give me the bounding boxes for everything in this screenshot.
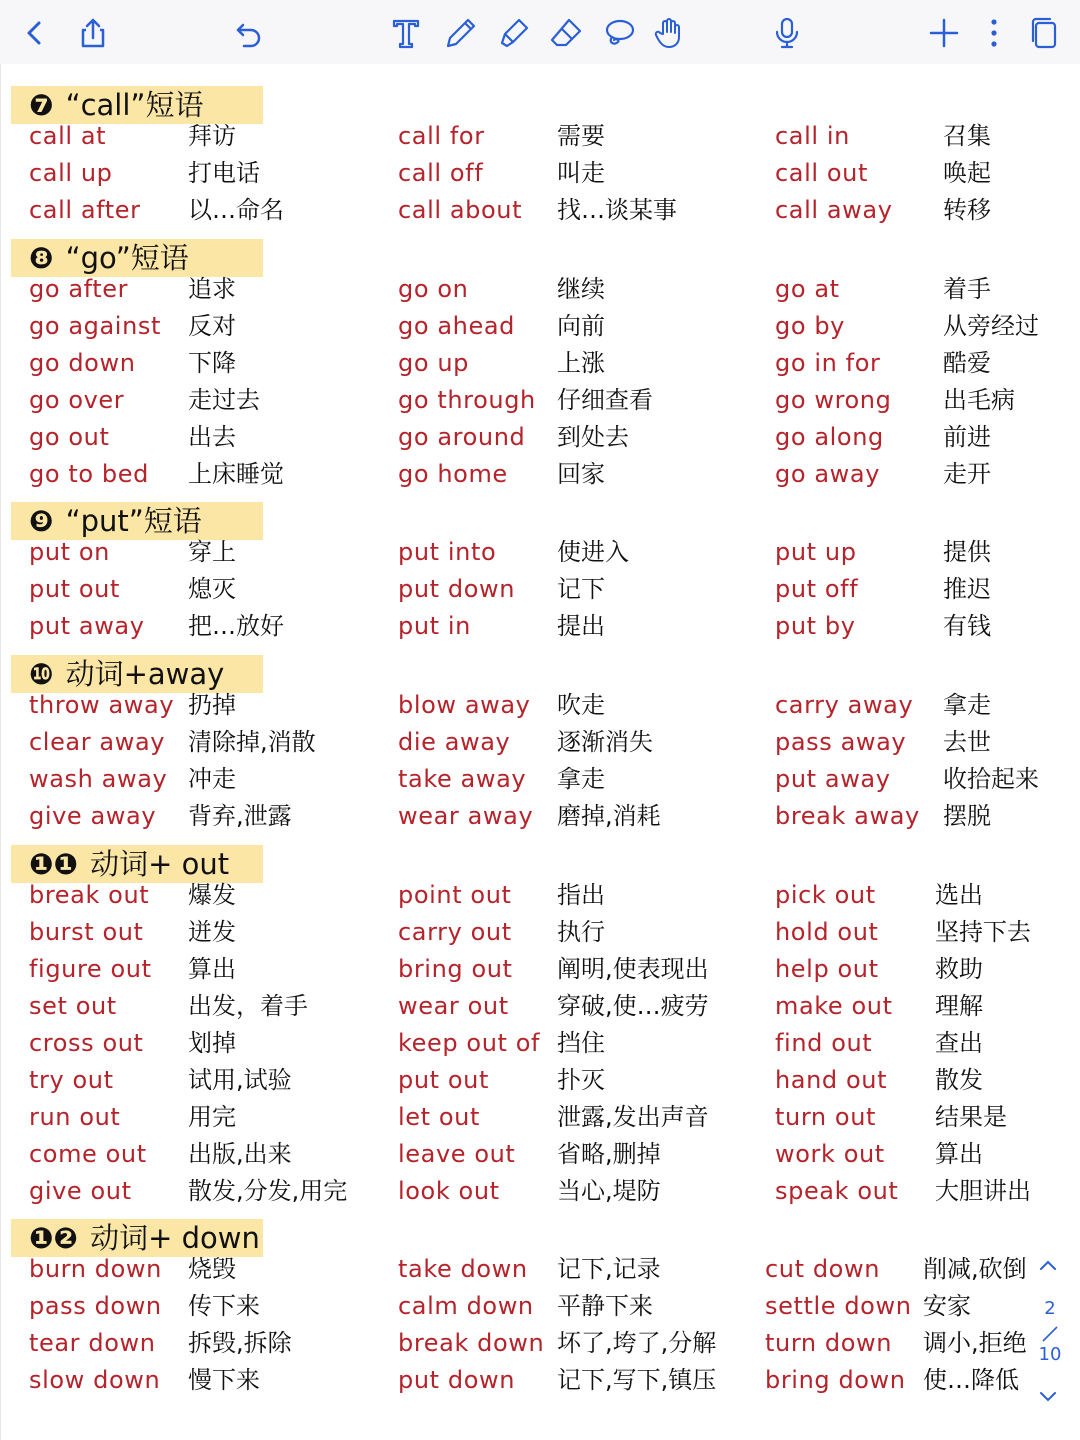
current-page: 2 — [1044, 1298, 1056, 1319]
phrase-meaning: 拆毁,拆除 — [188, 1329, 292, 1357]
phrase-english: bring down — [765, 1366, 906, 1394]
phrase-english: break away — [775, 802, 920, 830]
phrase-meaning: 找…谈某事 — [557, 196, 677, 224]
phrase-english: go against — [29, 312, 161, 340]
phrase-english: come out — [29, 1140, 147, 1168]
share-icon[interactable] — [70, 10, 116, 56]
phrase-meaning: 反对 — [188, 312, 236, 340]
phrase-english: calm down — [398, 1292, 534, 1320]
phrase-meaning: 扔掉 — [188, 691, 236, 719]
phrase-english: burn down — [29, 1255, 162, 1283]
phrase-english: call about — [398, 196, 523, 224]
phrase-meaning: 记下,写下,镇压 — [557, 1366, 717, 1394]
section-title: “call”短语 — [65, 88, 204, 122]
phrase-meaning: 上床睡觉 — [188, 460, 284, 488]
phrase-english: call out — [775, 159, 868, 187]
phrase-english: find out — [775, 1029, 873, 1057]
phrase-english: keep out of — [398, 1029, 541, 1057]
phrase-english: make out — [775, 992, 893, 1020]
phrase-english: put away — [775, 765, 891, 793]
phrase-english: speak out — [775, 1177, 899, 1205]
phrase-english: work out — [775, 1140, 885, 1168]
phrase-meaning: 去世 — [943, 728, 991, 756]
phrase-meaning: 清除掉,消散 — [188, 728, 316, 756]
phrase-english: go through — [398, 386, 536, 414]
phrase-meaning: 召集 — [943, 122, 991, 150]
phrase-english: put by — [775, 612, 856, 640]
phrase-english: put down — [398, 1366, 516, 1394]
phrase-english: point out — [398, 881, 512, 909]
phrase-meaning: 吹走 — [557, 691, 605, 719]
phrase-english: go by — [775, 312, 845, 340]
phrase-english: break out — [29, 881, 150, 909]
phrase-english: cut down — [765, 1255, 881, 1283]
phrase-english: put down — [398, 575, 516, 603]
phrase-meaning: 穿破,使…疲劳 — [557, 992, 709, 1020]
phrase-english: throw away — [29, 691, 175, 719]
highlighter-icon[interactable] — [491, 10, 537, 56]
phrase-english: call for — [398, 122, 485, 150]
phrase-meaning: 记下,记录 — [557, 1255, 661, 1283]
phrase-english: put out — [29, 575, 120, 603]
section-header — [11, 845, 263, 883]
phrase-meaning: 记下 — [557, 575, 605, 603]
section-number: ❿ — [29, 657, 54, 691]
phrase-meaning: 选出 — [935, 881, 983, 909]
hand-pointer-icon[interactable] — [645, 10, 691, 56]
phrase-english: wash away — [29, 765, 168, 793]
phrase-english: go down — [29, 349, 136, 377]
phrase-meaning: 追求 — [188, 275, 236, 303]
phrase-english: slow down — [29, 1366, 161, 1394]
phrase-english: go away — [775, 460, 880, 488]
phrase-meaning: 拿走 — [557, 765, 605, 793]
phrase-meaning: 使进入 — [557, 538, 629, 566]
phrase-english: call away — [775, 196, 893, 224]
back-icon[interactable] — [12, 10, 58, 56]
phrase-meaning: 逐渐消失 — [557, 728, 653, 756]
phrase-meaning: 理解 — [935, 992, 983, 1020]
phrase-english: break down — [398, 1329, 545, 1357]
phrase-meaning: 提出 — [557, 612, 605, 640]
top-toolbar — [0, 0, 1080, 65]
phrase-english: pass away — [775, 728, 907, 756]
text-tool-icon[interactable] — [383, 10, 429, 56]
phrase-meaning: 走开 — [943, 460, 991, 488]
pages-icon[interactable] — [1021, 10, 1067, 56]
phrase-english: go on — [398, 275, 469, 303]
phrase-english: call off — [398, 159, 484, 187]
phrase-meaning: 从旁经过 — [943, 312, 1039, 340]
phrase-meaning: 指出 — [557, 881, 605, 909]
section-title: 动词+ out — [90, 847, 230, 881]
phrase-meaning: 挡住 — [557, 1029, 605, 1057]
phrase-english: set out — [29, 992, 117, 1020]
phrase-english: call in — [775, 122, 850, 150]
phrase-english: tear down — [29, 1329, 156, 1357]
phrase-meaning: 查出 — [935, 1029, 983, 1057]
phrase-english: give away — [29, 802, 157, 830]
phrase-meaning: 摆脱 — [943, 802, 991, 830]
phrase-meaning: 出发，着手 — [188, 992, 308, 1020]
phrase-meaning: 背弃,泄露 — [188, 802, 292, 830]
phrase-meaning: 叫走 — [557, 159, 605, 187]
phrase-english: clear away — [29, 728, 166, 756]
phrase-english: take away — [398, 765, 527, 793]
phrase-meaning: 提供 — [943, 538, 991, 566]
phrase-english: let out — [398, 1103, 480, 1131]
add-icon[interactable] — [921, 10, 967, 56]
phrase-meaning: 推迟 — [943, 575, 991, 603]
phrase-meaning: 削减,砍倒 — [923, 1255, 1027, 1283]
phrase-english: call up — [29, 159, 113, 187]
phrase-english: put off — [775, 575, 859, 603]
phrase-english: put away — [29, 612, 145, 640]
phrase-meaning: 散发,分发,用完 — [188, 1177, 348, 1205]
eraser-icon[interactable] — [543, 10, 589, 56]
section-title: 动词+away — [65, 657, 225, 691]
phrase-meaning: 用完 — [188, 1103, 236, 1131]
phrase-english: carry out — [398, 918, 512, 946]
phrase-meaning: 上涨 — [557, 349, 605, 377]
phrase-english: pass down — [29, 1292, 162, 1320]
phrase-english: take down — [398, 1255, 528, 1283]
section-header — [11, 239, 263, 277]
phrase-english: wear away — [398, 802, 534, 830]
phrase-meaning: 需要 — [557, 122, 605, 150]
phrase-english: help out — [775, 955, 879, 983]
phrase-english: go along — [775, 423, 884, 451]
phrase-english: hand out — [775, 1066, 888, 1094]
phrase-meaning: 爆发 — [188, 881, 236, 909]
phrase-english: figure out — [29, 955, 152, 983]
phrase-meaning: 磨掉,消耗 — [557, 802, 661, 830]
note-page — [0, 64, 1080, 1440]
phrase-english: go at — [775, 275, 840, 303]
phrase-meaning: 出版,出来 — [188, 1140, 292, 1168]
section-number: ❼ — [29, 88, 54, 122]
phrase-meaning: 酷爱 — [943, 349, 991, 377]
phrase-english: call at — [29, 122, 107, 150]
phrase-meaning: 仔细查看 — [557, 386, 653, 414]
phrase-meaning: 坚持下去 — [935, 918, 1031, 946]
phrase-english: call after — [29, 196, 141, 224]
phrase-meaning: 算出 — [935, 1140, 983, 1168]
phrase-meaning: 算出 — [188, 955, 236, 983]
phrase-meaning: 烧毁 — [188, 1255, 236, 1283]
phrase-meaning: 扑灭 — [557, 1066, 605, 1094]
phrase-meaning: 拿走 — [943, 691, 991, 719]
section-number: ❶❶ — [29, 847, 79, 881]
phrase-meaning: 坏了,垮了,分解 — [557, 1329, 717, 1357]
phrase-meaning: 执行 — [557, 918, 605, 946]
undo-icon[interactable] — [226, 10, 272, 56]
phrase-meaning: 传下来 — [188, 1292, 260, 1320]
phrase-english: go around — [398, 423, 526, 451]
phrase-meaning: 到处去 — [557, 423, 629, 451]
phrase-meaning: 把…放好 — [188, 612, 284, 640]
phrase-meaning: 当心,堤防 — [557, 1177, 661, 1205]
phrase-english: look out — [398, 1177, 500, 1205]
phrase-english: go in for — [775, 349, 881, 377]
phrase-english: put out — [398, 1066, 489, 1094]
divider-slash — [1040, 1324, 1060, 1344]
section-number: ❽ — [29, 241, 54, 275]
phrase-meaning: 省略,删掉 — [557, 1140, 661, 1168]
lasso-icon[interactable] — [596, 10, 642, 56]
phrase-english: carry away — [775, 691, 914, 719]
pen-icon[interactable] — [438, 10, 484, 56]
phrase-meaning: 以…命名 — [188, 196, 284, 224]
phrase-meaning: 走过去 — [188, 386, 260, 414]
phrase-meaning: 熄灭 — [188, 575, 236, 603]
section-number: ❾ — [29, 504, 54, 538]
phrase-english: die away — [398, 728, 511, 756]
section-header — [11, 86, 263, 124]
more-icon[interactable] — [971, 10, 1017, 56]
phrase-english: wear out — [398, 992, 509, 1020]
total-pages: 10 — [1038, 1344, 1062, 1365]
phrase-meaning: 安家 — [923, 1292, 971, 1320]
phrase-english: put on — [29, 538, 110, 566]
phrase-english: go up — [398, 349, 469, 377]
section-title: “go”短语 — [65, 241, 189, 275]
phrase-meaning: 穿上 — [188, 538, 236, 566]
phrase-meaning: 阐明,使表现出 — [557, 955, 709, 983]
phrase-meaning: 打电话 — [188, 159, 260, 187]
phrase-meaning: 向前 — [557, 312, 605, 340]
section-number: ❶❷ — [29, 1221, 79, 1255]
section-header — [11, 502, 263, 540]
phrase-meaning: 唤起 — [943, 159, 991, 187]
page-indicator — [1030, 1254, 1070, 1414]
section-header — [11, 655, 263, 693]
phrase-english: pick out — [775, 881, 876, 909]
chevron-down-icon[interactable] — [1038, 1390, 1058, 1404]
section-header — [11, 1219, 263, 1257]
phrase-english: turn out — [775, 1103, 877, 1131]
phrase-meaning: 继续 — [557, 275, 605, 303]
phrase-meaning: 出毛病 — [943, 386, 1015, 414]
phrase-english: go over — [29, 386, 125, 414]
phrase-meaning: 散发 — [935, 1066, 983, 1094]
phrase-meaning: 出去 — [188, 423, 236, 451]
phrase-meaning: 前进 — [943, 423, 991, 451]
phrase-english: blow away — [398, 691, 531, 719]
microphone-icon[interactable] — [764, 10, 810, 56]
phrase-english: cross out — [29, 1029, 144, 1057]
phrase-meaning: 下降 — [188, 349, 236, 377]
phrase-english: go out — [29, 423, 110, 451]
phrase-meaning: 拜访 — [188, 122, 236, 150]
phrase-meaning: 着手 — [943, 275, 991, 303]
phrase-meaning: 迸发 — [188, 918, 236, 946]
phrase-english: turn down — [765, 1329, 893, 1357]
phrase-english: go after — [29, 275, 129, 303]
section-title: 动词+ down — [90, 1221, 260, 1255]
phrase-english: go wrong — [775, 386, 892, 414]
phrase-meaning: 泄露,发出声音 — [557, 1103, 709, 1131]
phrase-english: bring out — [398, 955, 513, 983]
phrase-meaning: 救助 — [935, 955, 983, 983]
phrase-meaning: 大胆讲出 — [935, 1177, 1031, 1205]
phrase-english: put into — [398, 538, 497, 566]
phrase-english: go home — [398, 460, 508, 488]
phrase-meaning: 划掉 — [188, 1029, 236, 1057]
phrase-meaning: 冲走 — [188, 765, 236, 793]
section-title: “put”短语 — [65, 504, 202, 538]
phrase-meaning: 有钱 — [943, 612, 991, 640]
phrase-meaning: 转移 — [943, 196, 991, 224]
phrase-english: put up — [775, 538, 857, 566]
phrase-meaning: 回家 — [557, 460, 605, 488]
phrase-english: hold out — [775, 918, 879, 946]
phrase-meaning: 收拾起来 — [943, 765, 1039, 793]
phrase-meaning: 使…降低 — [923, 1366, 1019, 1394]
phrase-english: settle down — [765, 1292, 912, 1320]
phrase-meaning: 调小,拒绝 — [923, 1329, 1027, 1357]
phrase-english: put in — [398, 612, 471, 640]
phrase-english: burst out — [29, 918, 144, 946]
phrase-english: go to bed — [29, 460, 149, 488]
chevron-up-icon[interactable] — [1038, 1258, 1058, 1272]
phrase-english: try out — [29, 1066, 114, 1094]
phrase-meaning: 平静下来 — [557, 1292, 653, 1320]
phrase-english: give out — [29, 1177, 132, 1205]
phrase-english: leave out — [398, 1140, 516, 1168]
phrase-meaning: 慢下来 — [188, 1366, 260, 1394]
phrase-meaning: 结果是 — [935, 1103, 1007, 1131]
phrase-english: go ahead — [398, 312, 515, 340]
phrase-english: run out — [29, 1103, 121, 1131]
phrase-meaning: 试用,试验 — [188, 1066, 292, 1094]
